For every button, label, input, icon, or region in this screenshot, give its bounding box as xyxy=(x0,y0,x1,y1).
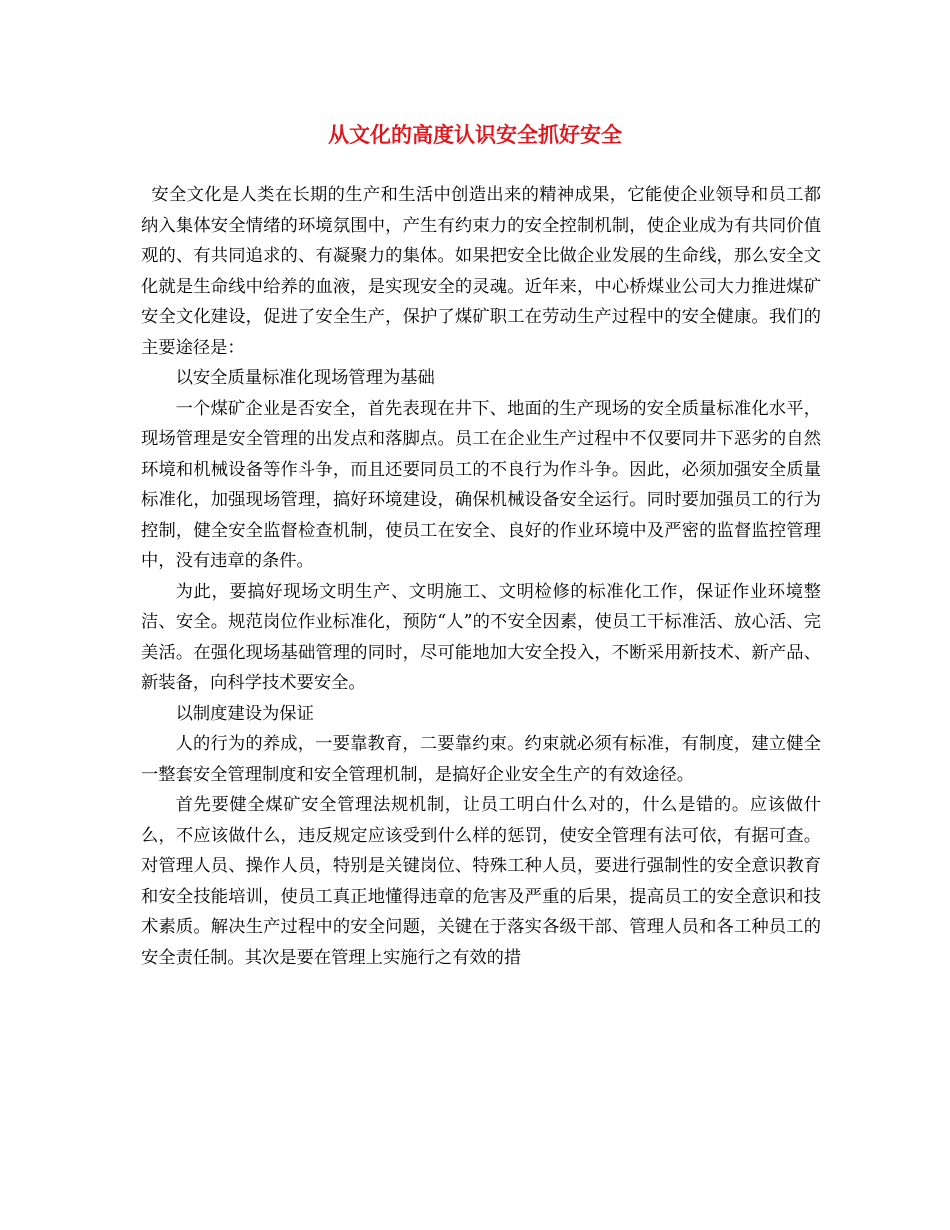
section-heading-system-building: 以制度建设为保证 xyxy=(175,703,314,724)
document-title: 从文化的高度认识安全抓好安全 xyxy=(328,122,622,147)
paragraph: 为此，要搞好现场文明生产、文明施工、文明检修的标准化工作，保证作业环境整洁、安全。规范岗位作业标准化，预防“人”的不安全因素，使员工干标准活、放心活、完美活。在强化现场基础管理的同时，尽可能地加大安全投入，不断采用新技术、新产品、新装备，向科学技术要安全。 xyxy=(141,581,821,693)
paragraph: 首先要健全煤矿安全管理法规机制，让员工明白什么对的，什么是错的。应该做什么，不应该做什么，违反规定应该受到什么样的惩罚，使安全管理有法可依，有据可查。对管理人员、操作人员，特别是关键岗位、特殊工种人员，要进行强制性的安全意识教育和安全技能培训，使员工真正地懂得违章的危害及严重的后果，提高员工的安全意识和技术素质。解决生产过程中的安全问题，关键在于落实各级干部、管理人员和各工种员工的安全责任制。其次是要在管理上实施行之有效的措 xyxy=(141,795,821,968)
paragraph: 一个煤矿企业是否安全，首先表现在井下、地面的生产现场的安全质量标准化水平，现场管理是安全管理的出发点和落脚点。员工在企业生产过程中不仅要同井下恶劣的自然环境和机械设备等作斗争，而且还要同员工的不良行为作斗争。因此，必须加强安全质量标准化，加强现场管理，搞好环境建设，确保机械设备安全运行。同时要加强员工的行为控制，健全安全监督检查机制，使员工在安全、良好的作业环境中及严密的监督监控管理中，没有违章的条件。 xyxy=(141,398,821,571)
paragraph: 人的行为的养成，一要靠教育，二要靠约束。约束就必须有标准，有制度，建立健全一整套安全管理制度和安全管理机制，是搞好企业安全生产的有效途径。 xyxy=(141,734,821,785)
section-heading-quality-standard: 以安全质量标准化现场管理为基础 xyxy=(175,368,435,388)
paragraph-intro: 安全文化是人类在长期的生产和生活中创造出来的精神成果，它能使企业领导和员工都纳入集体安全情绪的环境氛围中，产生有约束力的安全控制机制，使企业成为有共同价值观的、有共同追求的、有凝聚力的集体。如果把安全比做企业发展的生命线，那么安全文化就是生命线中给养的血液，是实现安全的灵魂。近年来，中心桥煤业公司大力推进煤矿安全文化建设，促进了安全生产，保护了煤矿职工在劳动生产过程中的安全健康。我们的主要途径是： xyxy=(141,185,821,358)
document-body xyxy=(141,180,821,973)
